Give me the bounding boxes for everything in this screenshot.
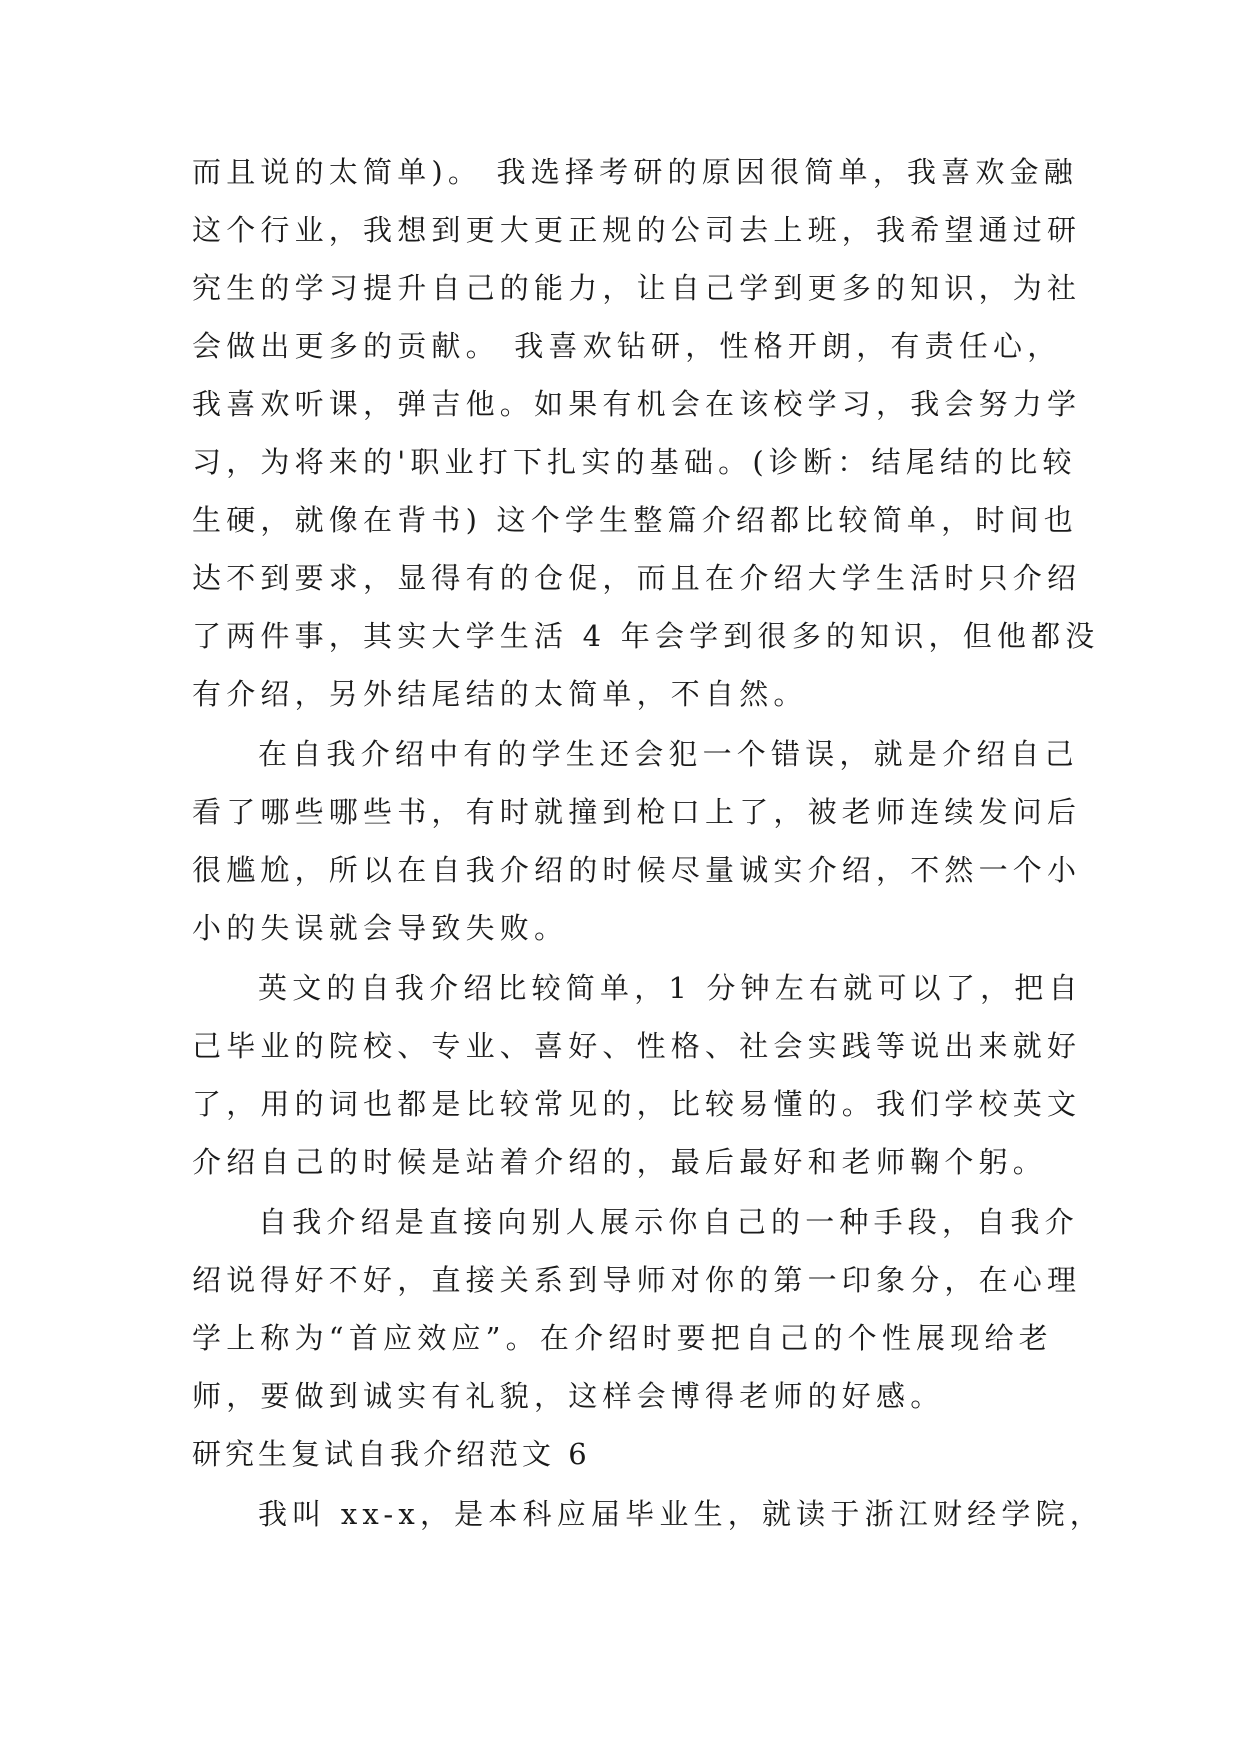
text-line: 生硬，就像在背书) 这个学生整篇介绍都比较简单，时间也	[192, 503, 1078, 537]
text-line: 看了哪些哪些书，有时就撞到枪口上了，被老师连续发问后	[192, 795, 1082, 829]
text-line: 很尴尬，所以在自我介绍的时候尽量诚实介绍，不然一个小	[192, 853, 1082, 887]
paragraph-first-line: 在自我介绍中有的学生还会犯一个错误，就是介绍自己	[258, 737, 1079, 771]
text-line: 而且说的太简单)。 我选择考研的原因很简单，我喜欢金融	[192, 155, 1078, 189]
text-line: 达不到要求，显得有的仓促，而且在介绍大学生活时只介绍	[192, 561, 1082, 595]
text-line: 了两件事，其实大学生活 4 年会学到很多的知识，但他都没	[192, 619, 1100, 653]
paragraph-first-line: 我叫 xx-x，是本科应届毕业生，就读于浙江财经学院，	[258, 1497, 1104, 1531]
text-line: 习，为将来的'职业打下扎实的基础。(诊断：结尾结的比较	[192, 445, 1077, 479]
text-line: 学上称为“首应效应”。在介绍时要把自己的个性展现给老	[192, 1321, 1053, 1355]
text-line: 小的失误就会导致失败。	[192, 911, 569, 945]
section-heading: 研究生复试自我介绍范文 6	[192, 1437, 591, 1471]
text-line: 有介绍，另外结尾结的太简单，不自然。	[192, 677, 808, 711]
text-line: 介绍自己的时候是站着介绍的，最后最好和老师鞠个躬。	[192, 1145, 1048, 1179]
text-line: 会做出更多的贡献。 我喜欢钻研，性格开朗，有责任心，	[192, 329, 1062, 363]
text-line: 己毕业的院校、专业、喜好、性格、社会实践等说出来就好	[192, 1029, 1082, 1063]
text-line: 这个行业，我想到更大更正规的公司去上班，我希望通过研	[192, 213, 1082, 247]
text-line: 师，要做到诚实有礼貌，这样会博得老师的好感。	[192, 1379, 945, 1413]
paragraph-first-line: 英文的自我介绍比较简单，1 分钟左右就可以了，把自	[258, 971, 1083, 1005]
text-line: 绍说得好不好，直接关系到导师对你的第一印象分，在心理	[192, 1263, 1082, 1297]
text-line: 了，用的词也都是比较常见的，比较易懂的。我们学校英文	[192, 1087, 1082, 1121]
paragraph-first-line: 自我介绍是直接向别人展示你自己的一种手段，自我介	[258, 1205, 1079, 1239]
text-line: 我喜欢听课，弹吉他。如果有机会在该校学习，我会努力学	[192, 387, 1082, 421]
text-line: 究生的学习提升自己的能力，让自己学到更多的知识，为社	[192, 271, 1082, 305]
